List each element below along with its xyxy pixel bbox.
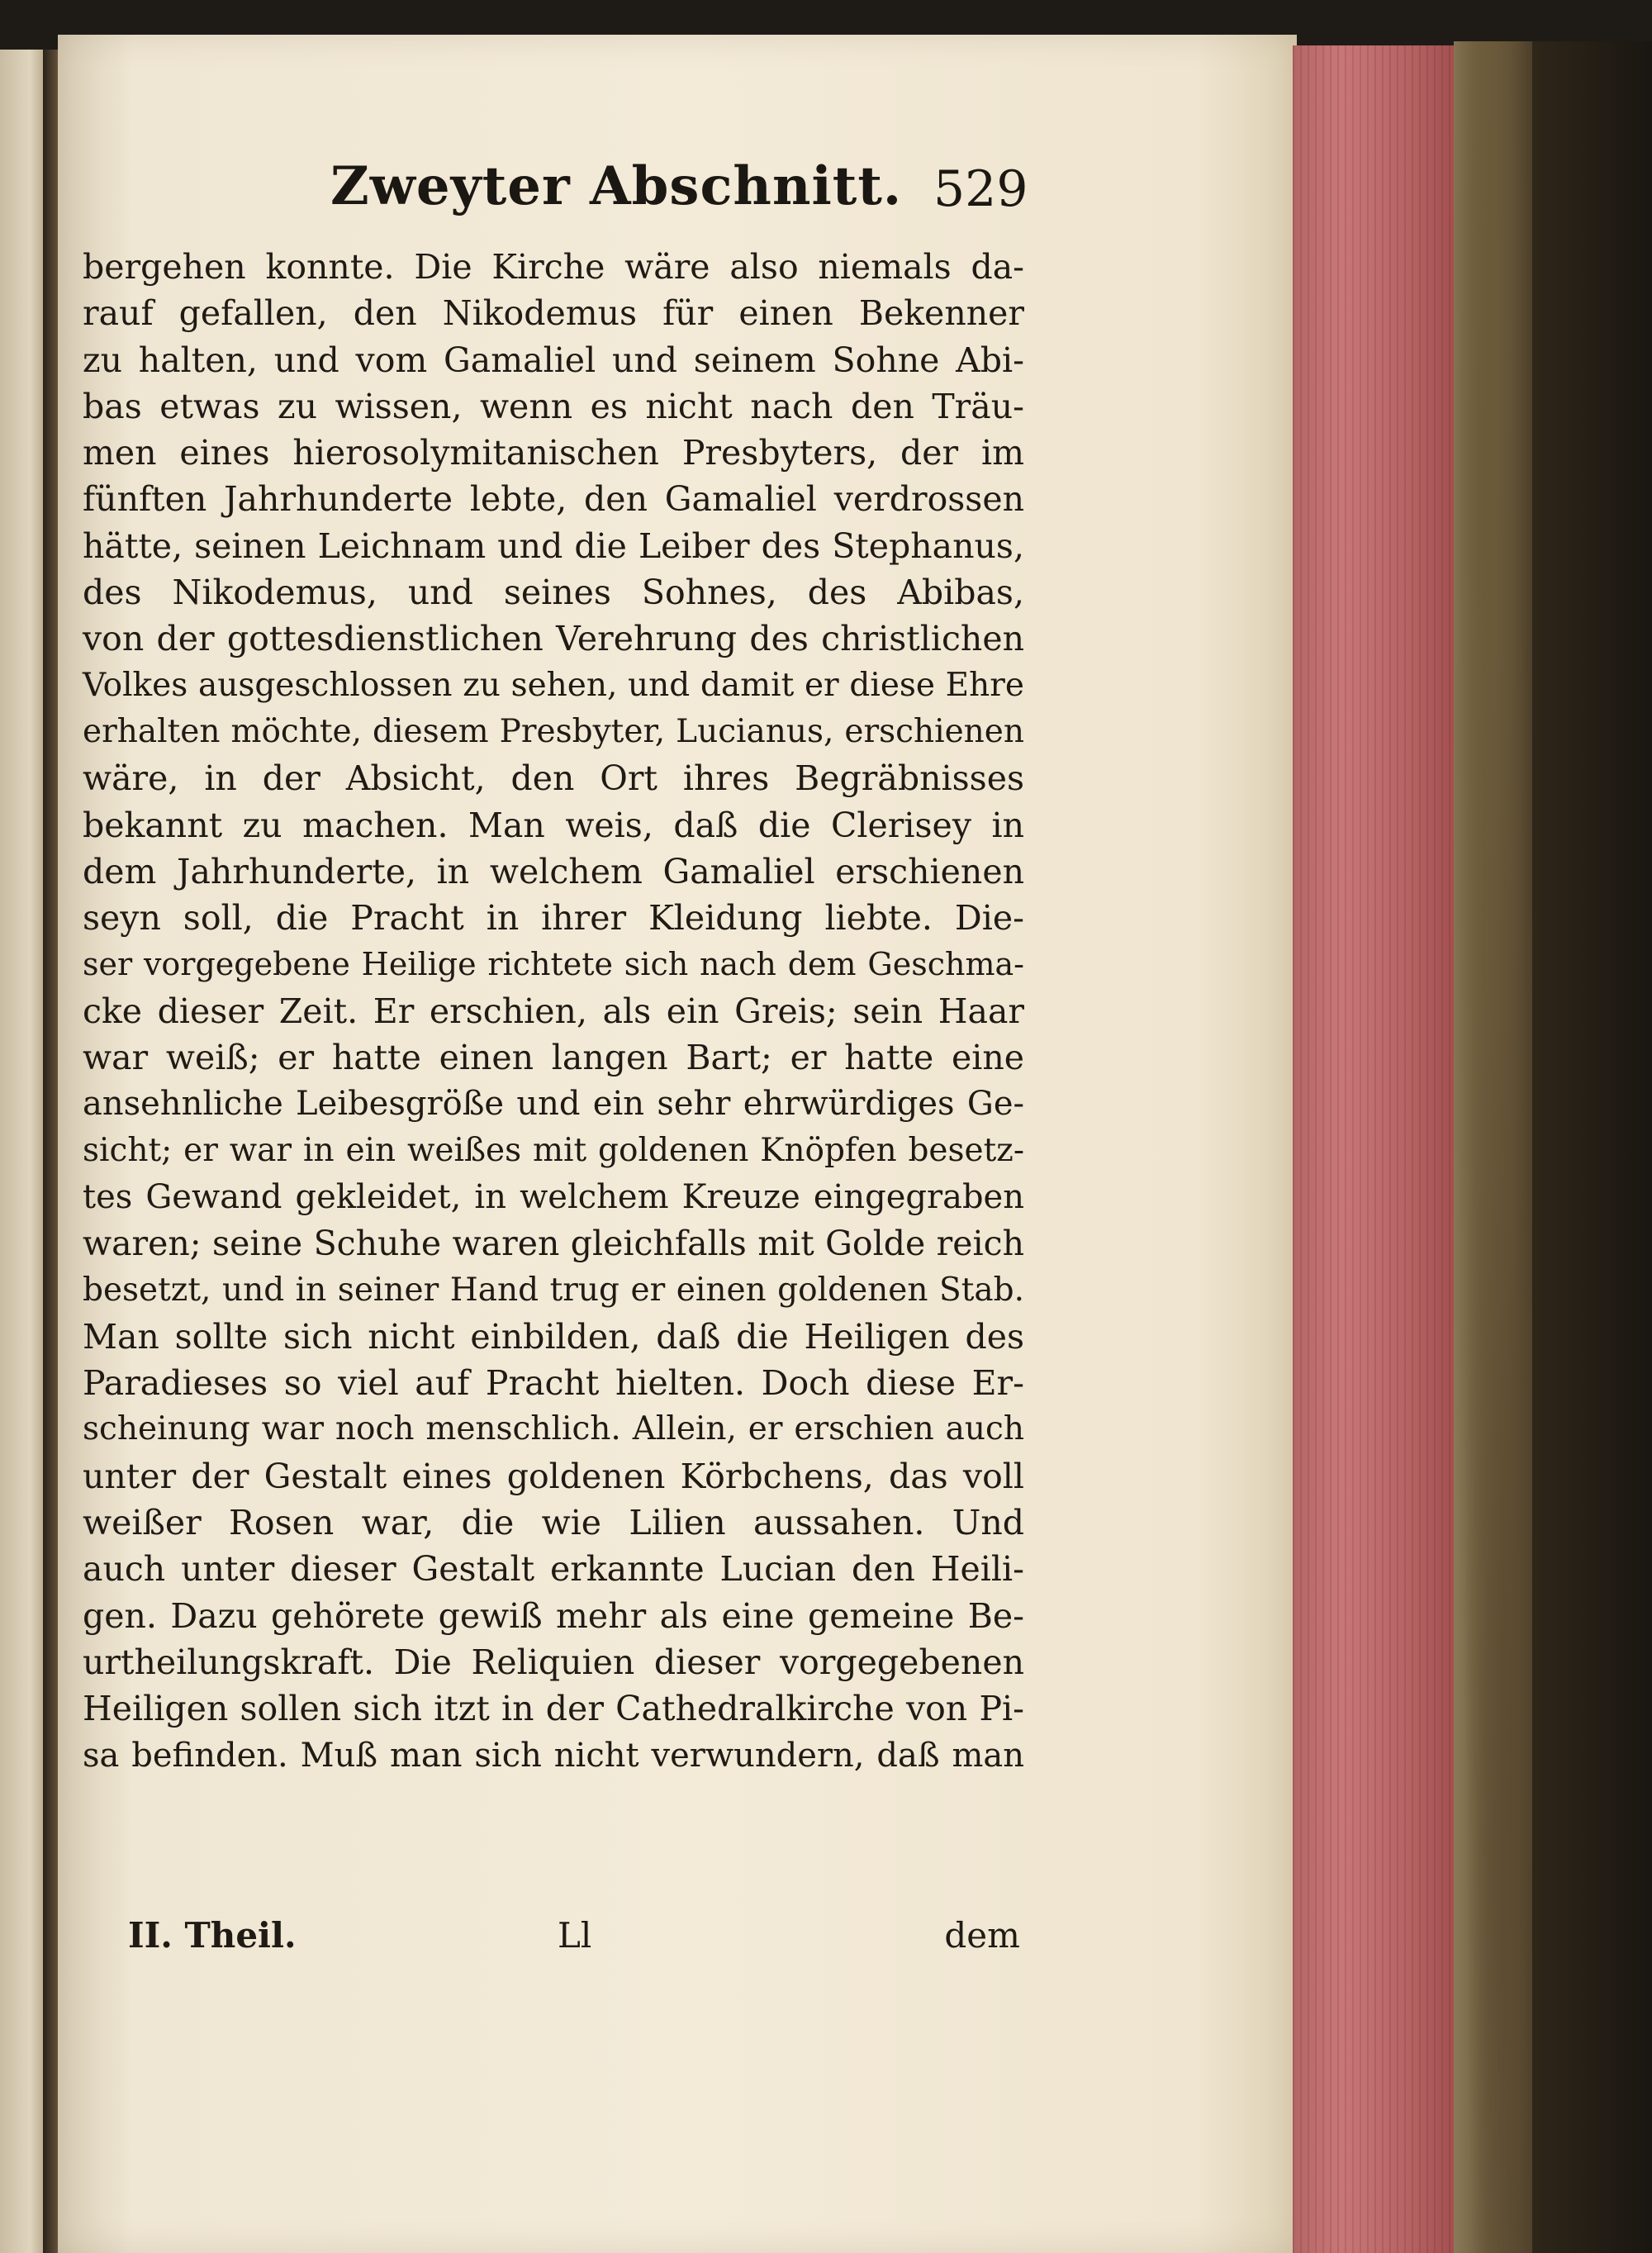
page-header [58, 149, 1297, 223]
text-line: unter der Gestalt eines goldenen Körbchens, das voll [83, 1456, 1024, 1496]
text-line: bergehen konnte. Die Kirche wäre also niemals da- [83, 247, 1024, 287]
gathering-mark: Ll [558, 1915, 592, 1956]
text-line: bas etwas zu wissen, wenn es nicht nach den Träu- [83, 386, 1024, 426]
text-line: fünften Jahrhunderte lebte, den Gamaliel verdrossen [83, 479, 1024, 520]
text-line: ansehnliche Leibesgröße und ein sehr ehrwürdiges Ge- [83, 1085, 1024, 1124]
page-number: 529 [933, 160, 1028, 218]
running-title: Zweyter Abschnitt. [330, 155, 903, 217]
text-line: Heiligen sollen sich itzt in der Cathedralkirche von Pi- [83, 1689, 1024, 1729]
text-line: waren; seine Schuhe waren gleichfalls mit Golde reich [83, 1224, 1024, 1264]
book-cover-board [1454, 41, 1536, 2253]
text-line: Volkes ausgeschlossen zu sehen, und damit er diese Ehre [83, 666, 1024, 704]
catchword: dem [944, 1915, 1020, 1956]
text-line: tes Gewand gekleidet, in welchem Kreuze eingegraben [83, 1177, 1024, 1216]
volume-signature: II. Theil. [128, 1915, 297, 1956]
body-text [83, 244, 1024, 1779]
cover-shadow [1532, 41, 1652, 2253]
facing-page-edge [0, 50, 43, 2253]
text-line: des Nikodemus, und seines Sohnes, des Abibas, [83, 573, 1024, 613]
text-line: auch unter dieser Gestalt erkannte Lucian den Heili- [83, 1549, 1024, 1590]
text-line: dem Jahrhunderte, in welchem Gamaliel erschienen [83, 851, 1024, 891]
text-line: rauf gefallen, den Nikodemus für einen Bekenner [83, 293, 1024, 334]
text-line: wäre, in der Absicht, den Ort ihres Begräbnisses [83, 758, 1024, 799]
text-line: zu halten, und vom Gamaliel und seinem Sohne Abi- [83, 340, 1024, 380]
text-line: gen. Dazu gehörete gewiß mehr als eine gemeine Be- [83, 1595, 1024, 1636]
text-line: ser vorgegebene Heilige richtete sich nach dem Geschma- [83, 946, 1024, 983]
text-line: Man sollte sich nicht einbilden, daß die Heiligen des [83, 1316, 1024, 1357]
text-line: sa befinden. Muß man sich nicht verwundern, daß man [83, 1736, 1024, 1775]
text-line: Paradieses so viel auf Pracht hielten. Doch diese Er- [83, 1363, 1024, 1404]
text-line: seyn soll, die Pracht in ihrer Kleidung liebte. Die- [83, 898, 1024, 939]
text-line: von der gottesdienstlichen Verehrung des christlichen [83, 619, 1024, 659]
text-line: bekannt zu machen. Man weis, daß die Clerisey in [83, 805, 1024, 845]
text-line: cke dieser Zeit. Er erschien, als ein Greis; sein Haar [83, 991, 1024, 1031]
page-footer [128, 1915, 1020, 1965]
text-line: men eines hierosolymitanischen Presbyters, der im [83, 433, 1024, 473]
text-line: hätte, seinen Leichnam und die Leiber des Stephanus, [83, 525, 1024, 566]
text-line: war weiß; er hatte einen langen Bart; er hatte eine [83, 1038, 1024, 1078]
text-line: besetzt, und in seiner Hand trug er einen goldenen Stab. [83, 1271, 1024, 1309]
text-line: weißer Rosen war, die wie Lilien aussahen. Und [83, 1503, 1024, 1543]
text-line: sicht; er war in ein weißes mit goldenen Knöpfen besetz- [83, 1131, 1024, 1169]
red-page-edges [1293, 45, 1454, 2253]
text-line: urtheilungskraft. Die Reliquien dieser vorgegebenen [83, 1642, 1024, 1682]
text-line: scheinung war noch menschlich. Allein, er erschien auch [83, 1410, 1024, 1448]
text-line: erhalten möchte, diesem Presbyter, Lucianus, erschienen [83, 712, 1024, 750]
